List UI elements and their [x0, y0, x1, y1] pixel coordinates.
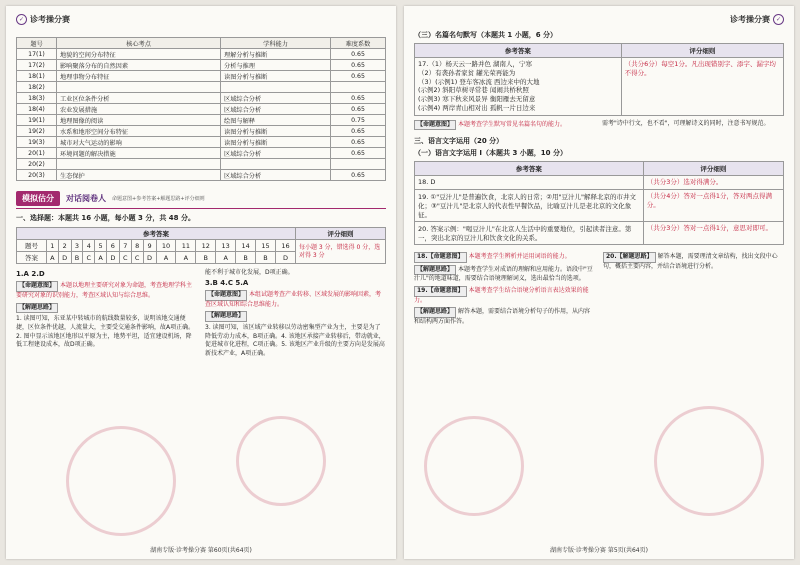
answer-cell: A: [47, 252, 59, 264]
answer-label: 1.A 2.D: [16, 270, 45, 278]
answer-cell: A: [95, 252, 107, 264]
col-header: 题号: [17, 38, 57, 49]
watermark-stamp: [424, 416, 524, 516]
table-cell: [331, 159, 386, 170]
answer-header: 参考答案: [415, 162, 644, 176]
section-bar: [16, 191, 386, 206]
answer-cell: C: [83, 252, 95, 264]
table-cell: 0.65: [331, 126, 386, 137]
table-cell: 0.75: [331, 115, 386, 126]
question-number: 16: [275, 240, 295, 252]
answer-cell: A: [156, 252, 176, 264]
table-cell: 地理图像的阅读: [57, 115, 221, 126]
intent-text: 本题考查学生结合语境分析语言表达效果的能力。: [414, 287, 589, 304]
table-cell: 17(2): [17, 60, 57, 71]
intent-text: 本题考查学生辨析并运用词语的能力。: [468, 253, 571, 261]
table-cell: 地貌的空间分布特征: [57, 49, 221, 60]
solution-tag: 【解题思路】: [414, 265, 456, 276]
table-cell: 农业发展措施: [57, 104, 221, 115]
table-cell: 环境问题的解决措施: [57, 148, 221, 159]
question-number: 12: [196, 240, 216, 252]
table-row: [17, 159, 386, 170]
language-answer-table: [414, 161, 784, 245]
table-cell: 19(3): [17, 137, 57, 148]
section-heading: 三、语言文字运用（20 分）: [414, 137, 504, 146]
table-cell: 0.65: [331, 104, 386, 115]
table-cell: [57, 159, 221, 170]
table-cell: 18(3): [17, 93, 57, 104]
answer-cell: D: [275, 252, 295, 264]
answer-cell: B: [236, 252, 256, 264]
table-cell: 18(4): [17, 104, 57, 115]
answer-cell: D: [58, 252, 71, 264]
score-header: 评分细则: [643, 162, 783, 176]
question-number: 4: [83, 240, 95, 252]
answer-cell: B: [196, 252, 216, 264]
solution-text: 1. 读图可知，东亚某中转城市的航线数量较多，说明该地交通便捷，区位条件优越，人流量大，主要受交通条件影响，故A项正确。2. 图中显示该地区地形以平原为主，地势平坦，适宜建设机场，降低工程建设成本，故D项正确。: [16, 315, 195, 349]
table-cell: 0.65: [331, 93, 386, 104]
table-cell: 工业区位条件分析: [57, 93, 221, 104]
solution-tag: 【解题思路】: [414, 307, 456, 318]
table-cell: 水系和地形空间分布特征: [57, 126, 221, 137]
table-cell: 读图分析与推断: [221, 126, 331, 137]
question-number: 15: [256, 240, 276, 252]
brand-logo: 诊考操分赛 ✓: [730, 14, 784, 25]
table-cell: 19(2): [17, 126, 57, 137]
table-cell: 18(1): [17, 71, 57, 82]
poem-line: (示例3) 寒下秋来风景异 衡阳雁去无留意: [418, 95, 536, 104]
score-19: （共分4分）答对一点得1分，答对两点得满分。: [643, 190, 783, 222]
table-row: [17, 93, 386, 104]
question-number: 9: [143, 240, 156, 252]
table-cell: 0.65: [331, 148, 386, 159]
table-row: [17, 104, 386, 115]
answer-cell: B: [71, 252, 83, 264]
table-row: [17, 170, 386, 181]
question-number: 11: [176, 240, 196, 252]
explanation-col-1: [414, 250, 595, 327]
table-cell: 17(1): [17, 49, 57, 60]
question-heading: 一、选择题：本题共 16 小题，每小题 3 分，共 48 分。: [16, 214, 195, 222]
table-cell: 0.65: [331, 170, 386, 181]
question-number: 14: [236, 240, 256, 252]
solution-text: 3. 读图可知，该区域产业转移以劳动密集型产业为主，主要是为了降低劳动力成本，B项正确。4. 该地区承接产业转移后，带动就业，促进城市化进程，C项正确。5. 该地区产业升级的主要方向是发展高新技术产业，A项正确。: [205, 323, 385, 357]
section-pill: 模拟估分: [16, 191, 60, 206]
left-page: [6, 6, 396, 559]
section-heading: （三）名篇名句默写（本题共 1 小题，6 分）: [414, 31, 558, 39]
explanation-col-1: [16, 269, 197, 359]
answer-cell: C: [131, 252, 143, 264]
table-cell: 0.65: [331, 71, 386, 82]
answer-cell: 答案: [17, 252, 47, 264]
table-row: [17, 82, 386, 93]
question-number: 10: [156, 240, 176, 252]
table-cell: 区域综合分析: [221, 170, 331, 181]
table-cell: 20(3): [17, 170, 57, 181]
solution-tag: 20.【解题思路】: [603, 252, 656, 263]
intent-tag: 【命题意图】: [16, 281, 58, 292]
solution-text: 本题考查学生对成语的理解和应用能力。语段中"豆汁儿"的地道味道，需要结合语境理解词义，选出最恰当的选项。: [414, 265, 593, 283]
table-row: [17, 49, 386, 60]
table-cell: 分析与推理: [221, 60, 331, 71]
col-header: 核心考点: [57, 38, 221, 49]
table-cell: [221, 82, 331, 93]
table-cell: 区域综合分析: [221, 148, 331, 159]
intent-text: 本题考查学生默写常见名篇名句的能力。: [458, 120, 567, 128]
question-number: 13: [216, 240, 236, 252]
table-cell: [331, 82, 386, 93]
question-number: 题号: [17, 240, 47, 252]
explanation-col-2: [603, 250, 784, 327]
section-title: 对话阅卷人: [66, 194, 106, 203]
table-cell: 20(1): [17, 148, 57, 159]
watermark-stamp: [654, 406, 764, 516]
poem-line: （2）有袭孙者家贫 罐光荣再能为: [418, 68, 516, 77]
answer-19: 19. ①"豆汁儿"是普遍饮食，北京人的日常；②用"豆汁儿"解释北京的市井文化；③"豆汁儿"是北京人的代表性早餐饮品，比喻豆汁儿是老北京的文化象征。: [415, 190, 644, 222]
score-rule: 每小题 3 分，错选得 0 分，选对得 3 分: [296, 240, 386, 264]
table-cell: 生态保护: [57, 170, 221, 181]
table-row: [17, 126, 386, 137]
solution-tag: 【解题思路】: [205, 311, 247, 322]
question-number: 1: [47, 240, 59, 252]
answer-cell: B: [256, 252, 276, 264]
intent-note: 需考"诗中行文，也不看"，可理解诗义的同时，注意书写规范。: [602, 119, 770, 127]
col-header: 学科能力: [221, 38, 331, 49]
table-cell: 18(2): [17, 82, 57, 93]
score-20: （共分3分）答对一点得1分，意思对即可。: [643, 222, 783, 245]
watermark-stamp: [236, 416, 326, 506]
answer-cell: C: [119, 252, 131, 264]
score-rule: （共分6分）每空1分。凡出现错别字、添字、漏字均不得分。: [621, 58, 783, 116]
difficulty-table: [16, 37, 386, 181]
table-cell: 绘图与解释: [221, 115, 331, 126]
question-number: 8: [131, 240, 143, 252]
table-cell: 读图分析与推断: [221, 71, 331, 82]
table-cell: 读图分析与推断: [221, 137, 331, 148]
answer-20: 20. 答案示例："喝豆汁儿"在北京人生活中的重要地位，引起读者注意。第一，突出北京的豆汁儿和饮食文化的关系。: [415, 222, 644, 245]
question-number: 6: [106, 240, 119, 252]
table-cell: 城市对大气运动的影响: [57, 137, 221, 148]
table-cell: 区域综合分析: [221, 93, 331, 104]
poem-line: （3）(示例1) 登车客冰流 西边来中的大地: [418, 77, 540, 86]
intent-tag: 【命题意图】: [414, 120, 456, 131]
table-cell: 0.65: [331, 49, 386, 60]
page-footer: 湖南专版·诊考操分赛 第5页(共64页): [550, 547, 648, 554]
table-cell: [221, 159, 331, 170]
score-18: （共分3分）选对得满分。: [643, 176, 783, 190]
intent-tag: 18.【命题意图】: [414, 252, 467, 263]
explanation-col-2: [205, 269, 386, 359]
question-number: 2: [58, 240, 71, 252]
answer-18: 18. D: [415, 176, 644, 190]
intent-text: 本题以地理主要研究对象为命题，考查地理学科主要研究对象的识别能力，考查区域认知与综合思维。: [16, 282, 193, 299]
answer-cell: D: [106, 252, 119, 264]
intent-tag: 【命题意图】: [205, 290, 247, 301]
question-number: 5: [95, 240, 107, 252]
page-footer: 湖南专版·诊考操分赛 第60页(共64页): [150, 547, 252, 554]
answer-cell: A: [176, 252, 196, 264]
solution-text: 解答本题，需要理清文章结构，找出文段中心句，概括主要内容，并结合语境进行分析。: [603, 253, 778, 270]
solution-text: 解答本题，需要结合语境分析句子的作用，从内容和结构两方面作答。: [414, 308, 591, 326]
answer-table: [16, 227, 386, 264]
table-cell: 0.65: [331, 60, 386, 71]
explanation-columns: [414, 250, 784, 327]
table-row: [17, 137, 386, 148]
continued-text: 能不利于城市化发展，D项正确。: [205, 269, 294, 276]
section-note: 命题意图+参考答案+解题思路+评分细则: [112, 196, 205, 202]
poem-answer-table: [414, 43, 784, 116]
intent-text: 本组试题考查产业转移、区域发展的影响因素，考查区域认知和综合思维能力。: [205, 290, 382, 308]
answer-header: 参考答案: [415, 44, 622, 58]
solution-tag: 【解题思路】: [16, 303, 58, 314]
answer-label: 3.B 4.C 5.A: [205, 278, 249, 287]
table-row: [17, 148, 386, 159]
score-header: 评分细则: [621, 44, 783, 58]
right-page: [404, 6, 794, 559]
table-cell: 20(2): [17, 159, 57, 170]
table-cell: 19(1): [17, 115, 57, 126]
question-number: 3: [71, 240, 83, 252]
answer-cell: A: [216, 252, 236, 264]
table-row: [17, 71, 386, 82]
table-cell: 影响聚落分布的自然因素: [57, 60, 221, 71]
intent-row: [414, 120, 784, 131]
table-cell: 0.65: [331, 137, 386, 148]
table-cell: 地理事物分布特征: [57, 71, 221, 82]
answer-cell: D: [143, 252, 156, 264]
poem-line: (示例2) 斜阳草树寻常巷 闻闹共桥秋照: [418, 86, 529, 95]
poem-line: (示例4) 两岸青山相对出 孤帆一片日边来: [418, 103, 536, 112]
score-header: 评分细则: [296, 228, 386, 240]
table-cell: 区域综合分析: [221, 104, 331, 115]
brand-logo: ✓ 诊考操分赛: [16, 14, 386, 25]
intent-tag: 19.【命题意图】: [414, 286, 467, 297]
answer-header: 参考答案: [17, 228, 296, 240]
table-cell: 理解分析与推断: [221, 49, 331, 60]
brand-icon: ✓: [16, 14, 27, 25]
brand-icon: ✓: [773, 14, 784, 25]
table-row: [17, 60, 386, 71]
answer-num-row: [17, 240, 386, 252]
subsection-heading: （一）语言文字运用 I（本题共 3 小题，10 分）: [414, 149, 567, 158]
poem-line: 17.（1）杨天云一路并色 湖南人，宁寒: [418, 60, 533, 68]
explanation-columns: [16, 269, 386, 359]
watermark-stamp: [66, 426, 176, 536]
book-spread: [6, 6, 794, 559]
col-header: 难度系数: [331, 38, 386, 49]
table-row: [17, 115, 386, 126]
table-cell: [57, 82, 221, 93]
divider: [16, 208, 386, 209]
question-number: 7: [119, 240, 131, 252]
